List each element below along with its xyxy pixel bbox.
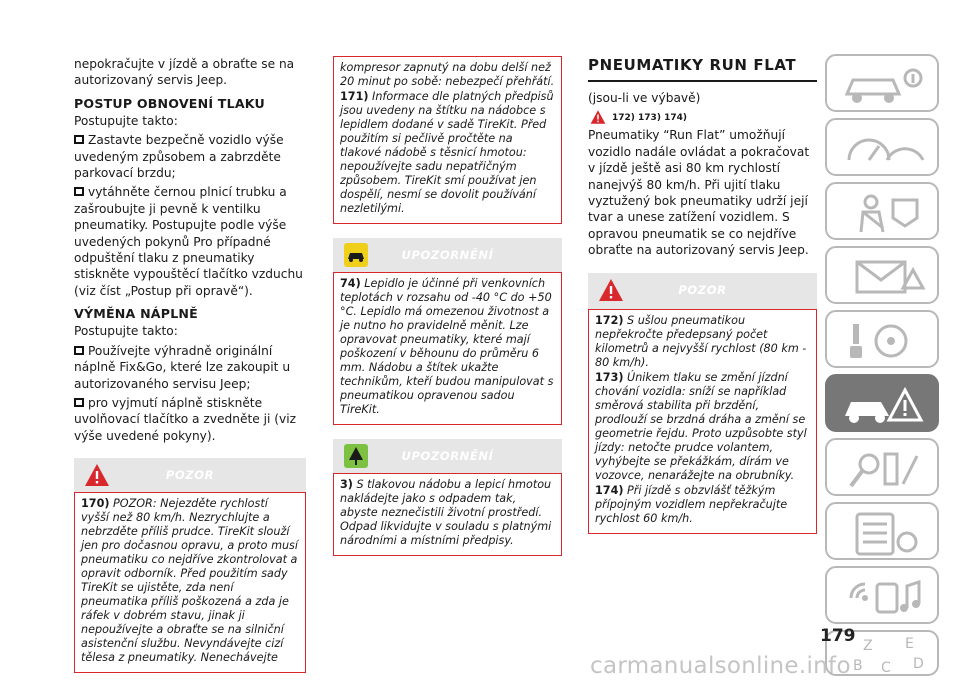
svg-text:B: B (853, 658, 863, 674)
warning-banner (74, 458, 306, 492)
refill-step-2: pro vyjmutí náplně stiskněte uvolňovací tlačítko a zvedněte ji (viz výše uvedené pokyny). (74, 395, 297, 443)
warning-number: 171) (340, 90, 369, 103)
run-flat-body: Pneumatiky “Run Flat” umožňují vozidlo nadále ovládat a pokračovat v jízdě ještě asi 80 km rychlostí nanejvýš 80 km/h. Při ujití tlaku vyztužený bok pneumatiky udrží její tvar a unese zatížení vozidlem. S opravou pneumatik se co nejdříve obraťte na autorizovaný servis Jeep. (588, 128, 810, 258)
multimedia-icon (827, 568, 941, 626)
warning-triangle-icon (590, 109, 606, 125)
section-subtitle: (jsou-li ve výbavě) (588, 91, 701, 105)
warning-label: POZOR (165, 468, 215, 483)
section-title: PNEUMATIKY RUN FLAT (588, 56, 817, 82)
notice-label: UPOZORNĚNÍ (401, 449, 494, 463)
svg-text:E: E (905, 636, 914, 652)
svg-text:D: D (913, 656, 924, 672)
side-tab-car-info[interactable] (825, 54, 939, 112)
restore-heading: POSTUP OBNOVENÍ TLAKU (74, 95, 265, 111)
warning-continued-text: kompresor zapnutý na dobu delší než 20 minut po sobě: nebezpečí přehřátí. (340, 61, 555, 88)
side-tab-service[interactable] (825, 438, 939, 496)
refill-heading: VÝMĚNA NÁPLNĚ (74, 306, 198, 322)
notice-number: 74) (340, 277, 361, 290)
restore-step-1: Zastavte bezpečně vozidlo výše uvedeným způsobem a zabrzděte parkovací brzdu; (74, 133, 284, 181)
side-tab-dashboard[interactable] (825, 118, 939, 176)
side-tab-driving[interactable] (825, 310, 939, 368)
seat-belt-icon (827, 184, 941, 242)
refs-row (588, 109, 817, 127)
warning-label: POZOR (678, 282, 727, 297)
warning-number: 173) (595, 370, 624, 384)
side-tab-tech-data[interactable] (825, 502, 939, 560)
warning-box-170 (74, 492, 306, 673)
page-number: 179 (820, 626, 856, 646)
warning-box-172-174 (588, 309, 817, 534)
service-maintenance-icon (827, 440, 941, 498)
svg-text:Z: Z (863, 638, 873, 654)
svg-text:C: C (881, 660, 891, 676)
warning-box-continued (333, 56, 562, 224)
square-bullet-icon (74, 135, 84, 144)
emergency-car-icon (827, 376, 941, 434)
warning-text: POZOR: Nejezděte rychlostí vyšší než 80 km/h. Nezrychlujte a nebrzděte příliš prudce. TireKit slouží jen pro dočasnou opravu, a proto musí pneumatiku co nejdříve zkontrolovat a opravit odborník. Před použitím sady TireKit se ujistěte, zda není pneumatika příliš poškozená a zda je ráfek v dobrém stavu, jinak ji nepoužívejte a obraťte se na silniční asistenční službu. Nevyndávejte cizí tělesa z pneumatiky. Nenechávejte (81, 497, 298, 665)
notice-text: S tlakovou nádobu a lepicí hmotou nakládejte jako s odpadem tak, abyste neznečistili životní prostředí. Odpad likvidujte v souladu s platnými národními a místními předpisy. (340, 478, 552, 547)
side-tab-warnings[interactable] (825, 246, 939, 304)
warning-refs: 172) 173) 174) (612, 113, 687, 124)
warning-number: 170) (81, 497, 110, 511)
warning-number: 172) (595, 313, 624, 327)
refill-step-1: Používejte výhradně originální náplně Fix&Go, které lze zakoupit u autorizovaného servisu Jeep; (74, 343, 291, 391)
notice-text: Lepidlo je účinné při venkovních teplotách v rozsahu od -40 °C do +50 °C. Lepidlo má omezenou životnost a je nutno ho pravidelně měnit. Lze opravovat pneumatiky, které mají poškození v běhounu do průměru 6 mm. Nádobu a štítek ukažte technikům, kteří budou manipulovat s pneumatikou opravenou sadou TireKit. (340, 277, 554, 416)
notice-label: UPOZORNĚNÍ (401, 248, 494, 262)
square-bullet-icon (74, 398, 84, 407)
watermark: carmanualsonline.info (590, 653, 851, 679)
notice-banner-1 (333, 238, 562, 272)
technical-data-icon (827, 504, 941, 562)
notice-box-74 (333, 272, 562, 425)
warning-text: Únikem tlaku se změní jízdní chování vozidla: sníží se například směrová stabilita při brzdění, prodlouží se brzdná dráha a změní se geometrie řejdu. Proto uzpůsobte styl jízdy: netočte prudce volantem, vyhýbejte se překážkám, dírám ve vozovce, nenarážejte na obrubníky. (595, 370, 807, 482)
column-right (588, 56, 817, 534)
side-tab-emergency[interactable] (825, 374, 939, 432)
restore-step-2: vytáhněte černou plnicí trubku a zašroubujte ji pevně k ventilku pneumatiky. Postupujte podle výše uvedených pokynů Pro případné odpuštění tlaku z pneumatiky stiskněte vypouštěcí tlačítko vzduchu (viz číst „Postup při opravě“). (74, 185, 303, 298)
warning-text: S ušlou pneumatikou nepřekročte předepsaný počet kilometrů a nejvyšší rychlost (80 km - 80 km/h). (595, 313, 807, 369)
side-tab-multimedia[interactable] (825, 566, 939, 624)
car-info-icon (827, 56, 941, 114)
warning-banner (588, 273, 817, 309)
column-middle (333, 56, 562, 556)
square-bullet-icon (74, 187, 84, 196)
warning-message-icon (827, 248, 941, 306)
side-tab-safety[interactable] (825, 182, 939, 240)
notice-box-3 (333, 473, 562, 556)
refill-lead: Postupujte takto: (74, 324, 178, 339)
notice-number: 3) (340, 478, 353, 491)
starting-driving-icon (827, 312, 941, 370)
square-bullet-icon (74, 346, 84, 355)
warning-number: 174) (595, 483, 624, 497)
restore-lead: Postupujte takto: (74, 113, 178, 128)
warning-text: Při jízdě s obzvlášť těžkým přípojným vozidlem nepřekračujte rychlost 60 km/h. (595, 483, 788, 525)
warning-text: Informace dle platných předpisů jsou uvedeny na štítku na nádobce s lepidlem dodané v sadě TireKit. Před použitím si pečlivě pročtěte na tlakové nádobě s těsnicí hmotou: nepoužívejte sadu nepatřičným způsobem. TireKit smí používat jen dospělí, nesmí se dovolit používání nezletilými. (340, 90, 554, 215)
dashboard-gauge-icon (827, 120, 941, 178)
column-left (74, 56, 306, 673)
intro-text: nepokračujte v jízdě a obraťte se na autorizovaný servis Jeep. (74, 57, 295, 88)
notice-banner-2 (333, 439, 562, 473)
